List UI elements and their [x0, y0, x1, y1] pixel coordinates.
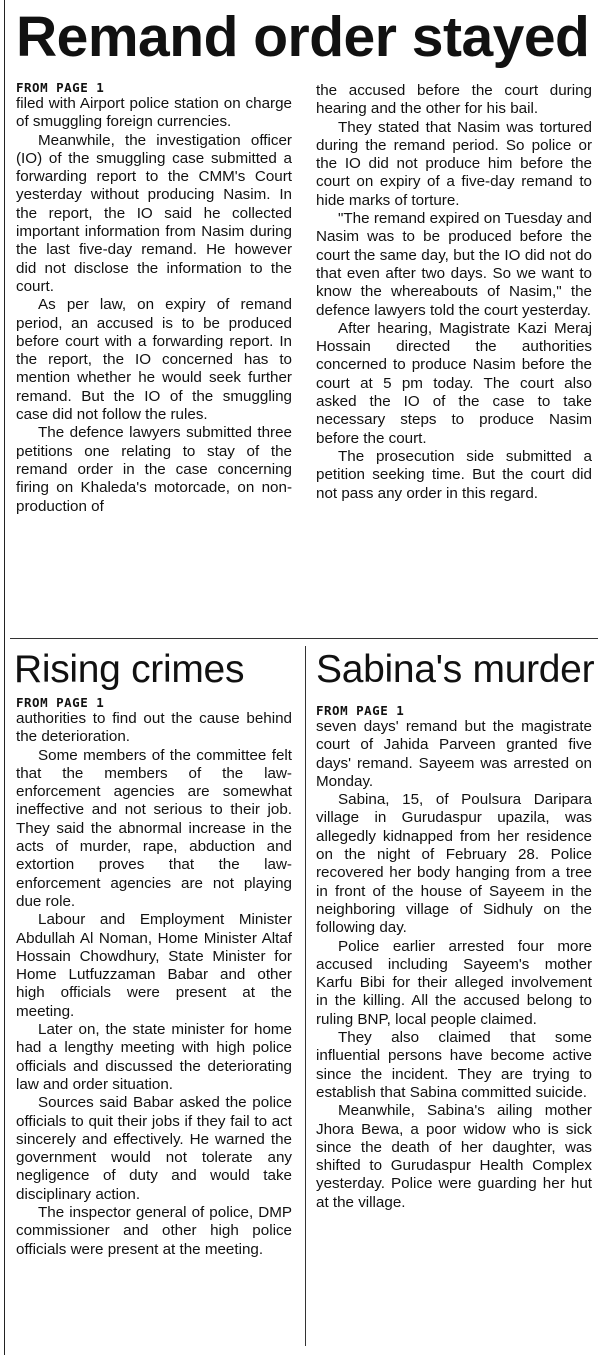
paragraph: Some members of the committee felt that the members of the law-enforcement agencies are somewhat ineffective and not serious to their job. They said the abnormal increase in the acts of murder, rape, abduction and extortion proves that the law-enforcement agencies are not playing due role. — [16, 746, 292, 910]
article1-column-2 — [316, 82, 592, 503]
paragraph: filed with Airport police station on charge of smuggling foreign currencies. — [16, 95, 292, 131]
from-page-label: FROM PAGE 1 — [316, 703, 405, 718]
paragraph: The prosecution side submitted a petition seeking time. But the court did not pass any order in this regard. — [316, 447, 592, 502]
article1-column-1 — [16, 80, 292, 516]
column-divider — [305, 646, 306, 1346]
from-page-label: FROM PAGE 1 — [16, 695, 105, 710]
sabinas-murder-headline: Sabina's murder — [316, 648, 595, 691]
left-margin-rule — [4, 0, 5, 1355]
paragraph: They also claimed that some influential persons have become active since the incident. They are trying to establish that Sabina committed suicide. — [316, 1029, 592, 1101]
paragraph: Police earlier arrested four more accused including Sayeem's mother Karfu Bibi for their alleged involvement in the killing. All the accused belong to ruling BNP, local people claimed. — [316, 937, 592, 1028]
paragraph: Sabina, 15, of Poulsura Daripara village in Gurudaspur upazila, was allegedly kidnapped from her residence on the night of February 28. Police recovered her body hanging from a tree in front of the house of Sayeem in the neighboring village of Sidhuly on the following day. — [316, 791, 592, 937]
paragraph: authorities to find out the cause behind the deterioration. — [16, 710, 292, 746]
article2-column — [16, 695, 292, 1259]
from-page-label: FROM PAGE 1 — [16, 80, 105, 95]
paragraph: The inspector general of police, DMP commissioner and other high police officials were present at the meeting. — [16, 1204, 292, 1258]
paragraph: Sources said Babar asked the police officials to quit their jobs if they fail to act sincerely and effectively. He warned the government would not tolerate any negligence of duty and would take disciplinary action. — [16, 1094, 292, 1203]
article3-column — [316, 703, 592, 1212]
paragraph: seven days' remand but the magistrate court of Jahida Parveen granted five days' remand. Sayeem was arrested on Monday. — [316, 718, 592, 790]
paragraph: They stated that Nasim was tortured during the remand period. So police or the IO did not produce him before the court on expiry of a five-day remand to hide marks of torture. — [316, 118, 592, 209]
paragraph: As per law, on expiry of remand period, an accused is to be produced before court with a forwarding report. In the report, the IO concerned has to mention whether he would seek further remand. But the IO of the smuggling case did not follow the rules. — [16, 296, 292, 424]
paragraph: The defence lawyers submitted three petitions one relating to stay of the remand order in the case concerning firing on Khaleda's motorcade, on non-production of — [16, 424, 292, 515]
paragraph: Later on, the state minister for home had a lengthy meeting with high police officials and discussed the deteriorating law and order situation. — [16, 1021, 292, 1093]
paragraph: the accused before the court during hearing and the other for his bail. — [316, 82, 592, 118]
paragraph: After hearing, Magistrate Kazi Meraj Hossain directed the authorities concerned to produce Nasim before the court at 5 pm today. The court also asked the IO of the case to take necessary steps to produce Nasim before the court. — [316, 319, 592, 447]
paragraph: Meanwhile, the investigation officer (IO) of the smuggling case submitted a forwarding report to the CMM's Court yesterday without producing Nasim. In the report, the IO said he collected important information from Nasim during the last five-day remand. He however did not disclose the information to the court. — [16, 131, 292, 295]
rising-crimes-headline: Rising crimes — [14, 648, 245, 691]
paragraph: "The remand expired on Tuesday and Nasim was to be produced before the court the same day, but the IO did not do that even after two days. So we want to know the whereabouts of Nasim," the defence lawyers told the court yesterday. — [316, 210, 592, 319]
paragraph: Labour and Employment Minister Abdullah Al Noman, Home Minister Altaf Hossain Chowdhury, State Minister for Home Lutfuzzaman Babar and other high officials were present at the meeting. — [16, 911, 292, 1020]
paragraph: Meanwhile, Sabina's ailing mother Jhora Bewa, a poor widow who is sick since the death of her daughter, was shifted to Gurudaspur Health Complex yesterday. Police were guarding her hut at the village. — [316, 1102, 592, 1211]
section-divider — [10, 638, 598, 639]
main-headline: Remand order stayed — [16, 5, 590, 69]
